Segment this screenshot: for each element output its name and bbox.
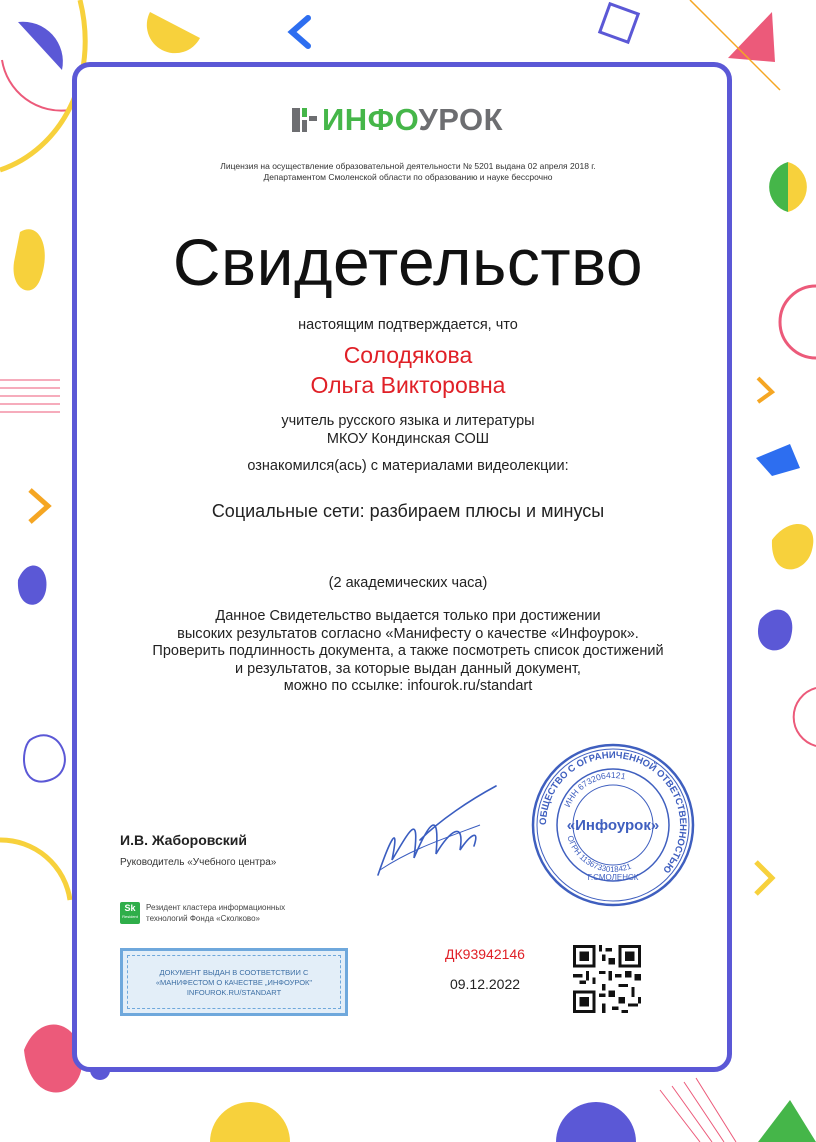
skolkovo-text	[146, 902, 346, 924]
yellow-arc-bottom-shape	[0, 840, 70, 900]
license-line-2: Департаментом Смоленской области по образованию и науке бессрочно	[263, 172, 553, 182]
signer-name: И.В. Жаборовский	[120, 832, 248, 848]
chevron-left-shape	[292, 18, 308, 46]
paragraph-line: Данное Свидетельство выдается только при достижении	[215, 608, 601, 624]
paragraph-line: можно по ссылке: infourok.ru/standart	[283, 678, 533, 695]
manifest-box	[120, 948, 348, 1016]
paragraph-line: Проверить подлинность документа, а также посмотреть список достижений	[152, 643, 664, 660]
purple-loop-shape	[24, 735, 65, 781]
logo-mark-icon	[290, 104, 320, 136]
license-text	[0, 161, 816, 183]
document-date: 09.12.2022	[449, 976, 521, 992]
manifest-line-3: INFOUROK.RU/STANDART	[186, 988, 282, 997]
logo-prefix: ИНФО	[322, 102, 419, 137]
stamp-city: Г.СМОЛЕНСК	[587, 873, 639, 882]
skolkovo-line-2: технологий Фонда «Сколково»	[146, 914, 260, 923]
yellow-circle-shape	[210, 1102, 290, 1142]
stamp-outer-text: ОБЩЕСТВО С ОГРАНИЧЕННОЙ ОТВЕТСТВЕННОСТЬЮ	[537, 749, 689, 876]
paragraph-line: и результатов, за которые выдан данный документ,	[235, 660, 581, 677]
paragraph-line: высоких результатов согласно «Манифесту о качестве «Инфоурок».	[177, 625, 639, 642]
svg-text:ОГРН 1136733018421	[565, 834, 633, 874]
purple-semicircle-shape	[18, 22, 63, 70]
skolkovo-badge	[120, 902, 140, 924]
action-text: ознакомился(ась) с материалами видеолекции:	[247, 458, 569, 474]
stamp-center-text: «Инфоурок»	[566, 817, 660, 834]
recipient-given-names: Ольга Викторовна	[310, 372, 506, 398]
pink-lines-bottom-shape	[660, 1078, 736, 1142]
company-stamp	[528, 740, 698, 910]
signer-role: Руководитель «Учебного центра»	[120, 857, 277, 868]
stamp-ogrn: ОГРН 1136733018421	[565, 834, 633, 875]
yellow-half-circle-shape	[147, 12, 200, 53]
signature-image	[370, 780, 500, 890]
manifest-line-1: ДОКУМЕНТ ВЫДАН В СООТВЕТСТВИИ С	[159, 968, 309, 977]
chevron-yellow-shape	[756, 862, 772, 894]
skolkovo-badge-text: Sk	[124, 903, 136, 913]
manifest-box-inner	[127, 955, 341, 1009]
skolkovo-badge-sub: Resident	[122, 914, 138, 919]
recipient-school: МКОУ Кондинская СОШ	[326, 431, 490, 447]
infourok-logo	[290, 100, 530, 140]
qr-code-icon[interactable]	[573, 945, 641, 1013]
hours-text: (2 академических часа)	[328, 575, 488, 591]
logo-suffix: УРОК	[418, 102, 504, 137]
skolkovo-line-1: Резидент кластера информационных	[146, 903, 286, 912]
license-line-1: Лицензия на осуществление образовательной деятельности № 5201 выдана 02 апреля 2018 г.	[220, 161, 596, 171]
pink-triangle-shape	[728, 12, 775, 62]
recipient-position: учитель русского языка и литературы	[281, 413, 535, 429]
certificate-title: Свидетельство	[172, 225, 644, 299]
green-shape	[758, 1100, 816, 1142]
document-code: ДК93942146	[445, 946, 525, 962]
recipient-surname: Солодякова	[343, 342, 473, 368]
logo-wordmark	[322, 100, 503, 140]
confirm-text: настоящим подтверждается, что	[298, 317, 518, 333]
manifest-line-2: «МАНИФЕСТОМ О КАЧЕСТВЕ „ИНФОУРОК"	[155, 978, 313, 987]
pink-circle-outline-shape	[794, 688, 816, 746]
stamp-inn: ИНН 6732064121	[561, 769, 627, 809]
purple-square-outline-shape	[600, 4, 638, 42]
purple-bottom-circle-shape	[556, 1102, 636, 1142]
lecture-topic: Социальные сети: разбираем плюсы и минусы	[211, 501, 605, 521]
yellow-blob-shape	[772, 524, 813, 569]
validity-paragraph	[0, 608, 816, 696]
